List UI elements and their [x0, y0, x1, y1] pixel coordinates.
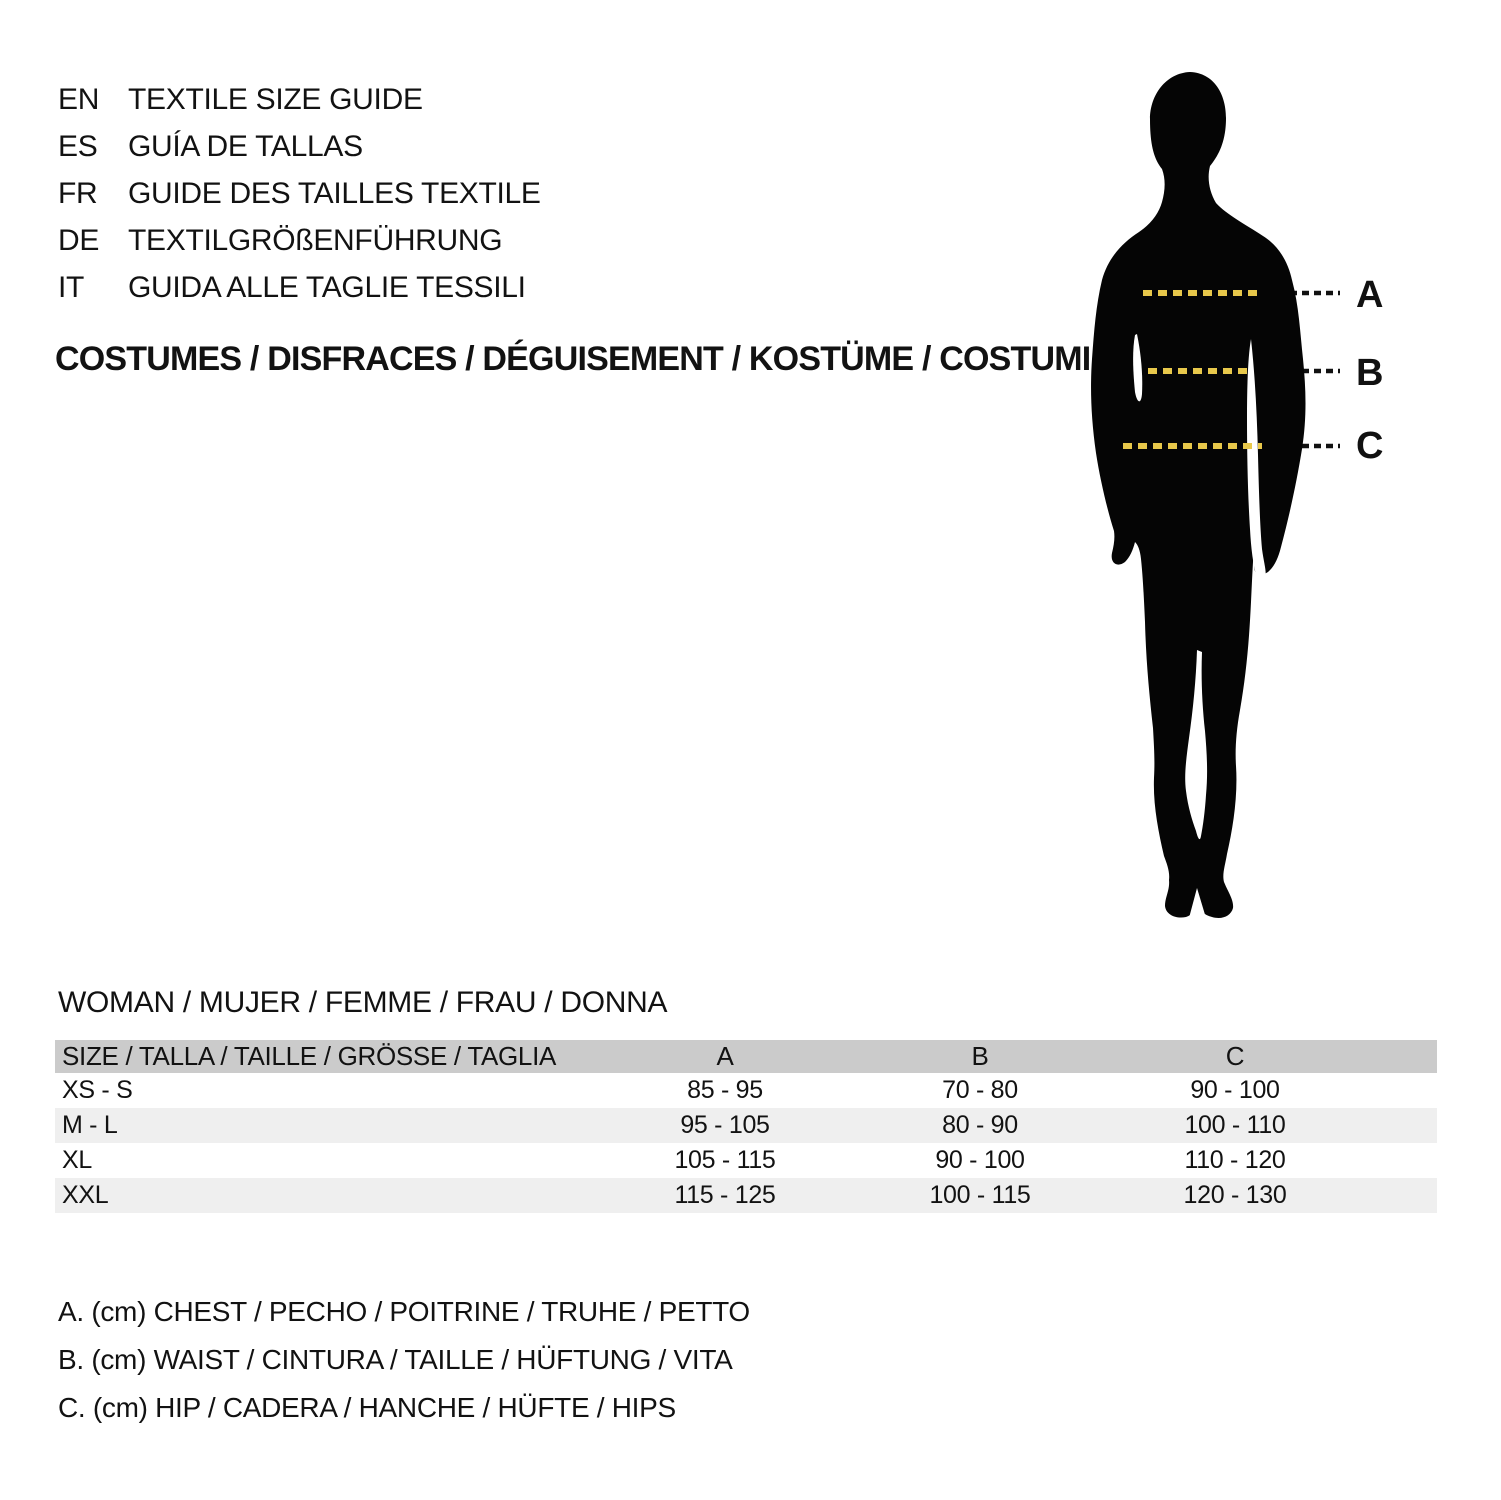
- row-c: 120 - 130: [1183, 1181, 1287, 1209]
- row-size: M - L: [62, 1111, 118, 1139]
- language-list: [58, 76, 541, 311]
- header-col-b: B: [971, 1041, 989, 1071]
- row-size: XXL: [62, 1181, 109, 1209]
- table-row-xl: [55, 1143, 1437, 1178]
- size-table: [55, 1040, 1437, 1213]
- lang-title: TEXTILE SIZE GUIDE: [128, 82, 423, 116]
- lang-row-it: [58, 264, 541, 311]
- legend-waist: B. (cm) WAIST / CINTURA / TAILLE / HÜFTUNG / VITA: [58, 1344, 733, 1375]
- lang-row-de: [58, 217, 541, 264]
- lang-row-en: [58, 76, 541, 123]
- row-a: 105 - 115: [674, 1146, 776, 1174]
- table-row-xxl: [55, 1178, 1437, 1213]
- header-col-a: A: [716, 1041, 734, 1071]
- lang-title: GUIDA ALLE TAGLIE TESSILI: [128, 270, 526, 304]
- lang-code: IT: [58, 270, 85, 304]
- lang-code: ES: [58, 129, 98, 163]
- table-row-m-l: [55, 1108, 1437, 1143]
- measure-labels: [1356, 274, 1383, 467]
- header-col-c: C: [1225, 1041, 1245, 1071]
- row-b: 70 - 80: [942, 1076, 1018, 1104]
- silhouette-body: [1091, 72, 1305, 918]
- measure-label-a: A: [1356, 274, 1384, 316]
- row-c: 110 - 120: [1184, 1146, 1286, 1174]
- section-heading-woman: WOMAN / MUJER / FEMME / FRAU / DONNA: [58, 986, 668, 1019]
- row-a: 115 - 125: [674, 1181, 776, 1209]
- row-size: XL: [62, 1146, 92, 1174]
- lang-title: TEXTILGRÖßENFÜHRUNG: [128, 223, 503, 257]
- row-c: 90 - 100: [1190, 1076, 1280, 1104]
- measure-label-c: C: [1356, 425, 1384, 467]
- row-b: 80 - 90: [942, 1111, 1018, 1139]
- woman-silhouette-figure: [1050, 60, 1501, 960]
- row-b: 100 - 115: [929, 1181, 1031, 1209]
- row-size: XS - S: [62, 1076, 133, 1104]
- row-c: 100 - 110: [1184, 1111, 1286, 1139]
- row-a: 95 - 105: [680, 1111, 770, 1139]
- table-row-xs-s: [55, 1073, 1437, 1108]
- lang-title: GUÍA DE TALLAS: [128, 129, 363, 163]
- legend-chest: A. (cm) CHEST / PECHO / POITRINE / TRUHE / PETTO: [58, 1296, 750, 1327]
- lang-code: EN: [58, 82, 100, 116]
- row-a: 85 - 95: [687, 1076, 763, 1104]
- lang-title: GUIDE DES TAILLES TEXTILE: [128, 176, 541, 210]
- lang-row-es: [58, 123, 541, 170]
- lang-code: FR: [58, 176, 98, 210]
- row-b: 90 - 100: [935, 1146, 1025, 1174]
- legend-hip: C. (cm) HIP / CADERA / HANCHE / HÜFTE / HIPS: [58, 1392, 676, 1423]
- size-table-header: [55, 1040, 1437, 1073]
- category-heading: COSTUMES / DISFRACES / DÉGUISEMENT / KOSTÜME / COSTUMI: [55, 340, 1091, 378]
- lang-row-fr: [58, 170, 541, 217]
- measurement-legend: [58, 1288, 750, 1432]
- lang-code: DE: [58, 223, 100, 257]
- header-size-label: SIZE / TALLA / TAILLE / GRÖSSE / TAGLIA: [62, 1041, 557, 1071]
- measure-label-b: B: [1356, 352, 1384, 394]
